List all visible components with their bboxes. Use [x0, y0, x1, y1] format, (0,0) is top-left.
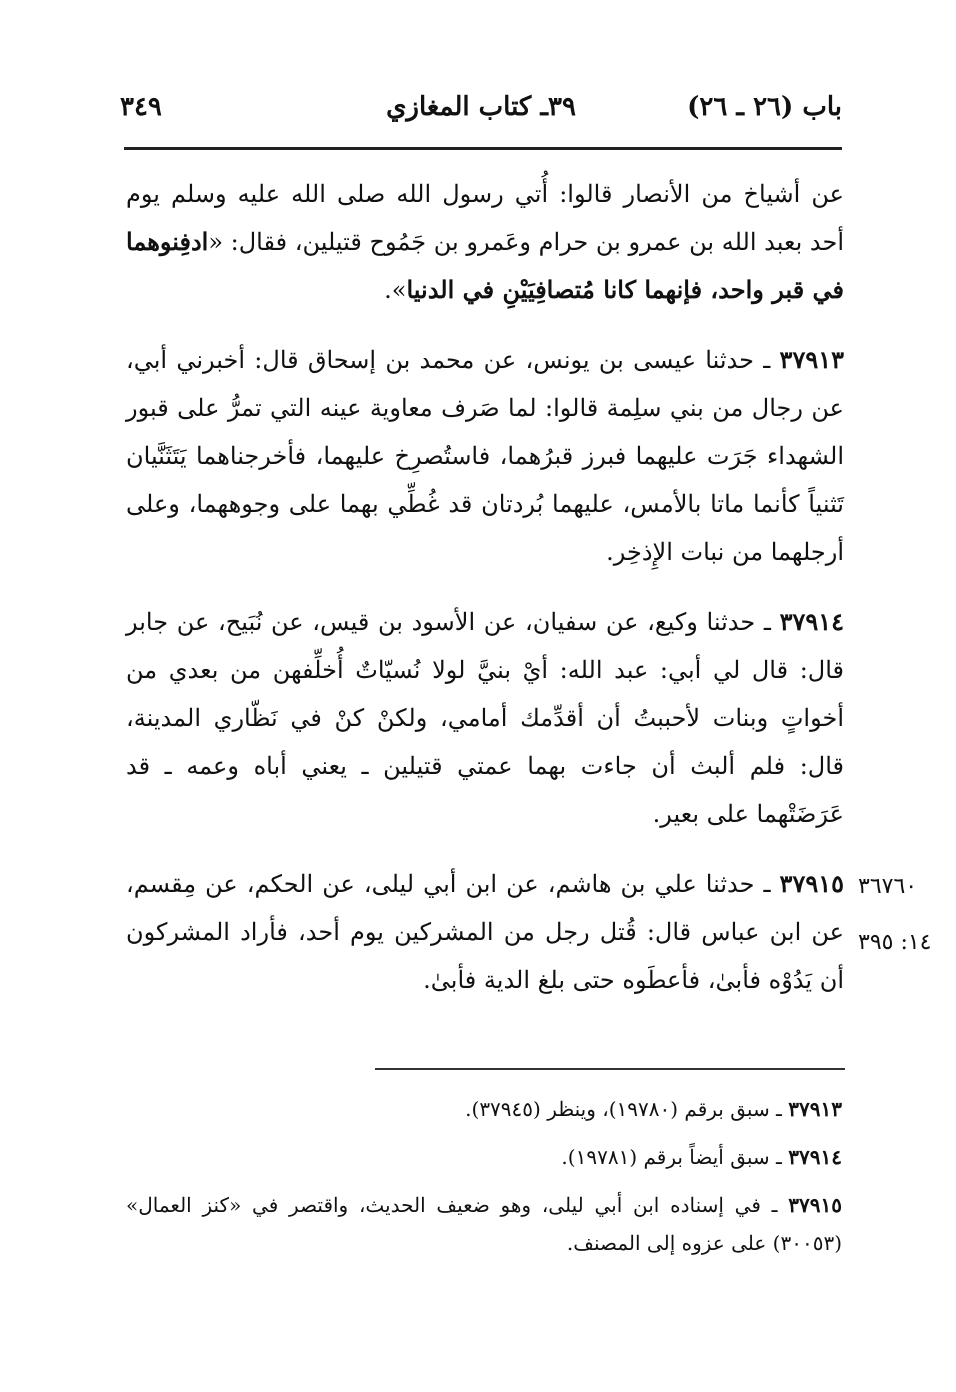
- hadith-37914: [126, 598, 844, 838]
- hadith-number: ٣٧٩١٤: [779, 607, 845, 636]
- footnote: [126, 1138, 842, 1176]
- footnotes: [126, 1090, 842, 1272]
- book-title: ٣٩ـ كتاب المغازي: [386, 92, 576, 122]
- paragraph-text: ـ حدثنا علي بن هاشم، عن ابن أبي ليلى، عن الحكم، عن مِقسم، عن ابن عباس قال: قُتل رجل من المشركين يوم أحد، فأراد المشركون أن يَدُوْه فأبىٰ، فأعطَوه حتى بلغ الدية فأبىٰ.: [126, 870, 844, 994]
- paragraph-text: ـ حدثنا عيسى بن يونس، عن محمد بن إسحاق قال: أخبرني أبي، عن رجال من بني سلِمة قالوا: لما صَرف معاوية عينه التي تمرُّ على قبور الشهداء جَرَت عليهما فبرز قبرُهما، فاستُصرِخ عليهما، فأخرجناهما يَتَثَنَّيان تَثنياً كأنما ماتا بالأمس، عليهما بُردتان قد غُطِّي بهما على وجوههما، وعلى أرجلهما من نبات الإِذخِر.: [126, 346, 844, 566]
- page-number: ٣٤٩: [120, 92, 162, 122]
- main-text: [126, 170, 844, 1026]
- margin-reference: ١٤: ٣٩٥: [858, 930, 932, 955]
- running-header: [120, 92, 842, 134]
- hadith-number: ٣٧٩١٥: [779, 869, 844, 898]
- header-rule: [124, 147, 842, 150]
- margin-reference: ٣٦٧٦٠: [858, 874, 918, 899]
- hadith-37913: [126, 336, 844, 576]
- footnote: [126, 1186, 842, 1262]
- paragraph-text: ـ حدثنا وكيع، عن سفيان، عن الأسود بن قيس، عن نُبَيح، عن جابر قال: قال لي أبي: عبد الله: أيْ بنيَّ لولا نُسيّاتٌ أُخلِّفهن من بعدي من أخواتٍ وبنات لأحببتُ أن أقدِّمك أمامي، ولكنْ كنْ في نَظّاري المدينة، قال: فلم ألبث أن جاءت بهما عمتي قتيلين ـ يعني أباه وعمه ـ قد عَرَضَتْهما على بعير.: [126, 608, 845, 828]
- footnote-text: ـ في إسناده ابن أبي ليلى، وهو ضعيف الحديث، واقتصر في «كنز العمال» (٣٠٠٥٣) على عزوه إلى المصنف.: [126, 1193, 842, 1255]
- hadith-number: ٣٧٩١٣: [779, 345, 844, 374]
- hadith-37915: [126, 860, 844, 1004]
- footnote-number: ٣٧٩١٥: [788, 1193, 842, 1217]
- footnote-number: ٣٧٩١٤: [788, 1145, 842, 1169]
- footnote-text: ـ سبق برقم (١٩٧٨٠)، وينظر (٣٧٩٤٥).: [465, 1097, 789, 1121]
- hadith-quote: ادفِنوهما في قبر واحد، فإنهما كانا مُتصافِيَيْنِ في الدنيا: [126, 227, 844, 304]
- footnote-number: ٣٧٩١٣: [788, 1097, 842, 1121]
- paragraph-continuation: [126, 170, 844, 314]
- chapter-range: باب (٢٦ ـ ٢٦): [687, 92, 842, 122]
- quote-close: ».: [384, 276, 407, 304]
- footnote-rule: [375, 1068, 845, 1070]
- footnote-text: ـ سبق أيضاً برقم (١٩٧٨١).: [561, 1145, 789, 1169]
- paragraph-text: عن أشياخ من الأنصار قالوا: أُتي رسول الله صلى الله عليه وسلم يوم أحد بعبد الله بن عمرو بن حرام وعَمرو بن جَمُوح قتيلين، فقال: «: [126, 180, 844, 256]
- footnote: [126, 1090, 842, 1128]
